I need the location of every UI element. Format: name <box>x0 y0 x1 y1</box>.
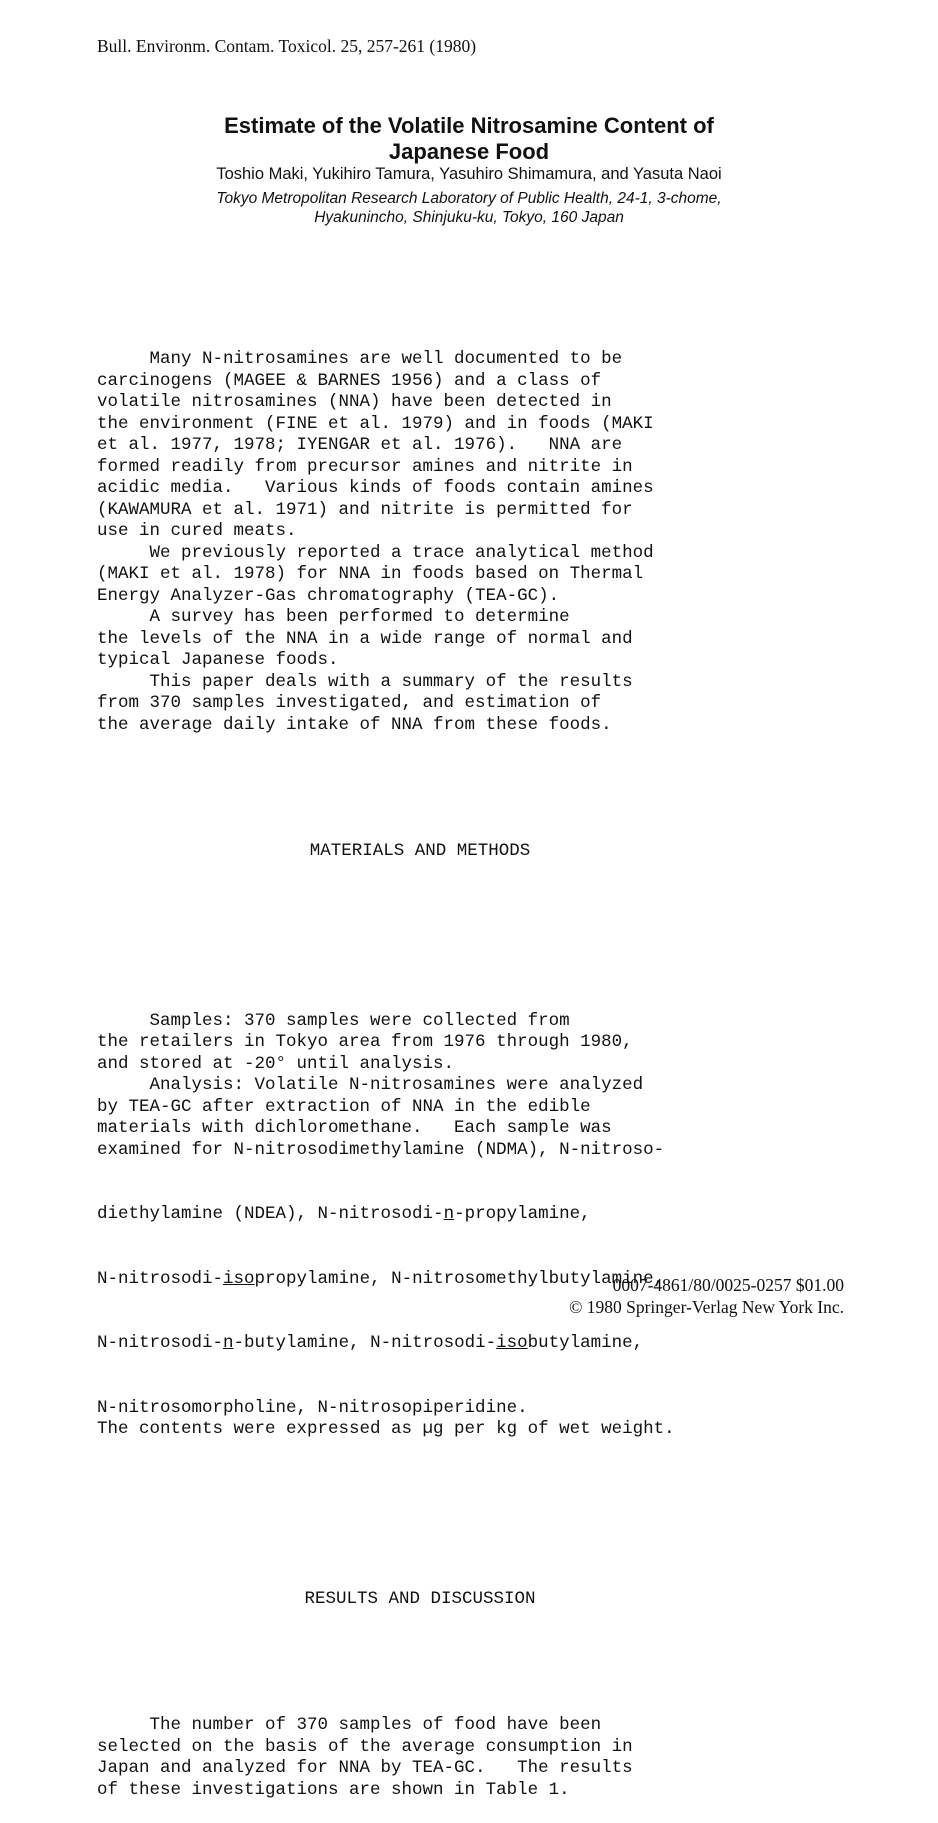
title-line-2: Japanese Food <box>388 139 550 164</box>
text-line: Analysis: Volatile N-nitrosamines were analyzed <box>97 1075 644 1095</box>
text-line: We previously reported a trace analytical method <box>97 542 654 563</box>
text-line: formed readily from precursor amines and nitrite in <box>97 456 633 477</box>
text-line: the average daily intake of NNA from these foods. <box>97 714 612 735</box>
text-line: This paper deals with a summary of the results <box>97 671 633 692</box>
results-and-discussion <box>97 1715 817 1801</box>
text-line: (MAKI et al. 1978) for NNA in foods based on Thermal <box>97 564 644 584</box>
text-line: (KAWAMURA et al. 1971) and nitrite is permitted for <box>97 499 633 520</box>
text-line: the levels of the NNA in a wide range of normal and <box>97 628 633 649</box>
paper-body <box>97 306 817 1823</box>
text-line: carcinogens (MAGEE & BARNES 1956) and a class of <box>97 370 602 391</box>
text-line: selected on the basis of the average consumption in <box>97 1736 633 1757</box>
text-line: N-nitrosomorpholine, N-nitrosopiperidine. <box>97 1397 528 1418</box>
text-line: volatile nitrosamines (NNA) have been detected in <box>97 392 612 412</box>
text-line: diethylamine (NDEA), N-nitrosodi-n-propylamine, <box>97 1204 591 1224</box>
affiliation-line-1: Tokyo Metropolitan Research Laboratory of Public Health, 24-1, 3-chome, <box>216 190 722 207</box>
text-line: N-nitrosodi-n-butylamine, N-nitrosodi-isobutylamine, <box>97 1333 644 1353</box>
footer-copyright: © 1980 Springer-Verlag New York Inc. <box>569 1297 844 1317</box>
text-line: typical Japanese foods. <box>97 650 339 670</box>
title-line-1: Estimate of the Volatile Nitrosamine Content of <box>224 113 714 138</box>
text-line: The contents were expressed as µg per kg of wet weight. <box>97 1419 675 1439</box>
journal-reference: Bull. Environm. Contam. Toxicol. 25, 257-261 (1980) <box>97 36 477 56</box>
publisher-footer <box>569 1274 844 1318</box>
text-line: Japan and analyzed for NNA by TEA-GC. The results <box>97 1758 633 1778</box>
text-line: from 370 samples investigated, and estimation of <box>97 693 602 713</box>
introduction <box>97 349 817 736</box>
text-line: use in cured meats. <box>97 521 297 541</box>
text-line: examined for N-nitrosodimethylamine (NDMA), N-nitroso- <box>97 1139 665 1160</box>
text-line: the environment (FINE et al. 1979) and in foods (MAKI <box>97 413 654 434</box>
author-list: Toshio Maki, Yukihiro Tamura, Yasuhiro Shimamura, and Yasuta Naoi <box>216 165 722 183</box>
text-line: and stored at -20° until analysis. <box>97 1053 455 1074</box>
text-line: Energy Analyzer-Gas chromatography (TEA-GC). <box>97 585 560 606</box>
text-line: The number of 370 samples of food have been <box>97 1715 602 1735</box>
text-line: materials with dichloromethane. Each sample was <box>97 1118 612 1138</box>
text-line: N-nitrosodi-isopropylamine, N-nitrosomethylbutylamine, <box>97 1268 665 1289</box>
text-line: Samples: 370 samples were collected from <box>97 1010 570 1031</box>
text-line: the retailers in Tokyo area from 1976 through 1980, <box>97 1032 633 1052</box>
materials-and-methods <box>97 968 817 1484</box>
text-line: acidic media. Various kinds of foods contain amines <box>97 478 654 498</box>
text-line: by TEA-GC after extraction of NNA in the edible <box>97 1096 591 1117</box>
affiliation <box>0 189 938 227</box>
text-line: A survey has been performed to determine <box>97 607 570 627</box>
section-heading-methods: MATERIALS AND METHODS <box>309 841 531 861</box>
text-line: Many N-nitrosamines are well documented to be <box>97 349 623 369</box>
text-line: of these investigations are shown in Table 1. <box>97 1779 570 1800</box>
affiliation-line-2: Hyakunincho, Shinjuku-ku, Tokyo, 160 Japan <box>314 209 624 226</box>
section-heading-results: RESULTS AND DISCUSSION <box>304 1588 536 1609</box>
paper-title <box>0 113 938 165</box>
text-line: et al. 1977, 1978; IYENGAR et al. 1976). NNA are <box>97 435 623 455</box>
footer-code: 0007-4861/80/0025-0257 $01.00 <box>612 1275 844 1295</box>
